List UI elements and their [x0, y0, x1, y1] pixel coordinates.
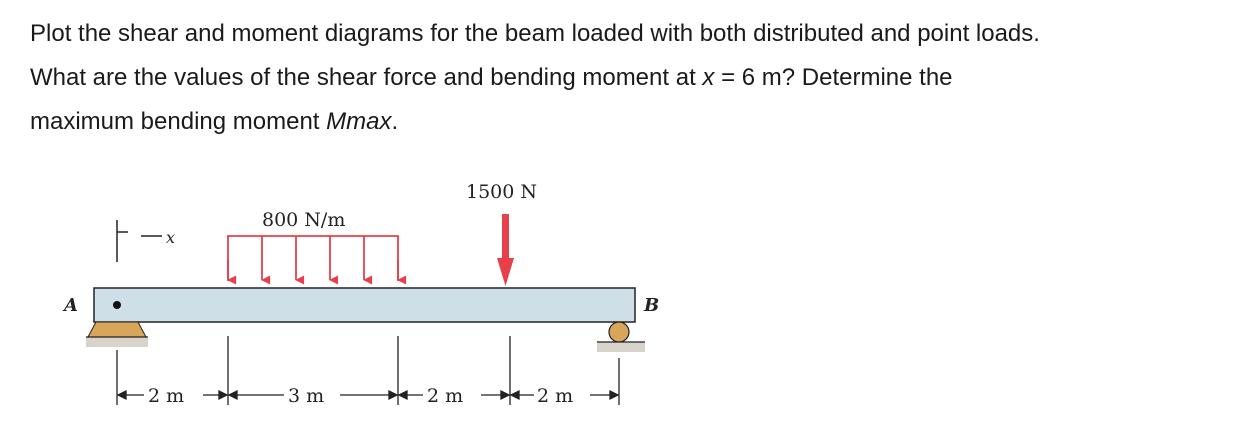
dimension-label-3: 2 m	[427, 385, 464, 407]
question-line-3-post: .	[391, 108, 399, 135]
variable-mmax: Mmax	[326, 108, 392, 135]
dimension-label-4: 2 m	[537, 385, 574, 407]
point-load-label: 1500 N	[466, 181, 538, 203]
dimension-label-1: 2 m	[148, 385, 185, 407]
support-b	[597, 322, 645, 352]
question-line-3-pre: maximum bending moment	[30, 108, 327, 135]
support-b-label: B	[644, 295, 660, 316]
support-a	[86, 322, 148, 347]
dimension-label-2: 3 m	[288, 385, 325, 407]
support-a-label: A	[64, 295, 78, 316]
question-line-1-text: Plot the shear and moment diagrams for the beam loaded with both distributed and point loads.	[30, 20, 1040, 47]
distributed-load	[228, 236, 398, 281]
point-load	[497, 214, 514, 286]
x-axis-indicator	[117, 220, 175, 262]
question-line-2-post: = 6 m? Determine the	[714, 64, 953, 91]
pin-dot	[113, 301, 121, 309]
variable-x: x	[702, 64, 715, 91]
x-axis-label: x	[166, 228, 176, 247]
distributed-load-label: 800 N/m	[262, 209, 346, 231]
beam	[94, 288, 635, 322]
question-line-2-pre: What are the values of the shear force and bending moment at	[30, 64, 703, 91]
